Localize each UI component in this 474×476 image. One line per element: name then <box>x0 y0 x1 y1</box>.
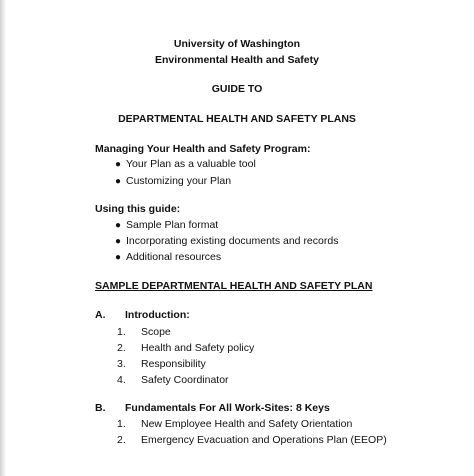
sample-plan-heading: SAMPLE DEPARTMENTAL HEALTH AND SAFETY PLAN <box>95 280 373 292</box>
bullet-icon: ● <box>115 236 122 247</box>
item-number: 4. <box>117 374 126 386</box>
list-item: Sample Plan format <box>126 219 219 231</box>
institution-name: University of Washington <box>173 38 301 50</box>
section-title: Fundamentals For All Work-Sites: 8 Keys <box>125 402 330 414</box>
section-letter: A. <box>95 309 106 321</box>
item-text: Responsibility <box>141 358 206 370</box>
item-text: New Employee Health and Safety Orientation <box>141 418 353 430</box>
item-text: Emergency Evacuation and Operations Plan (EEOP) <box>141 434 387 446</box>
item-number: 2. <box>117 434 126 446</box>
list-item: Additional resources <box>126 251 222 263</box>
using-heading: Using this guide: <box>95 203 181 215</box>
bullet-icon: ● <box>115 252 122 263</box>
item-number: 3. <box>117 358 126 370</box>
item-number: 1. <box>117 326 126 338</box>
department-name: Environmental Health and Safety <box>155 54 319 66</box>
document-title: DEPARTMENTAL HEALTH AND SAFETY PLANS <box>118 113 356 125</box>
section-letter: B. <box>95 402 106 414</box>
item-number: 1. <box>117 418 126 430</box>
section-title: Introduction: <box>125 309 190 321</box>
item-text: Health and Safety policy <box>141 342 255 354</box>
item-text: Scope <box>141 326 171 338</box>
list-item: Customizing your Plan <box>126 175 232 187</box>
list-item: Your Plan as a valuable tool <box>126 158 256 170</box>
guide-to-label: GUIDE TO <box>211 83 263 95</box>
bullet-icon: ● <box>115 159 122 170</box>
item-number: 2. <box>117 342 126 354</box>
managing-heading: Managing Your Health and Safety Program: <box>95 143 311 155</box>
bullet-icon: ● <box>115 176 122 187</box>
list-item: Incorporating existing documents and records <box>126 235 339 247</box>
item-text: Safety Coordinator <box>141 374 229 386</box>
bullet-icon: ● <box>115 220 122 231</box>
